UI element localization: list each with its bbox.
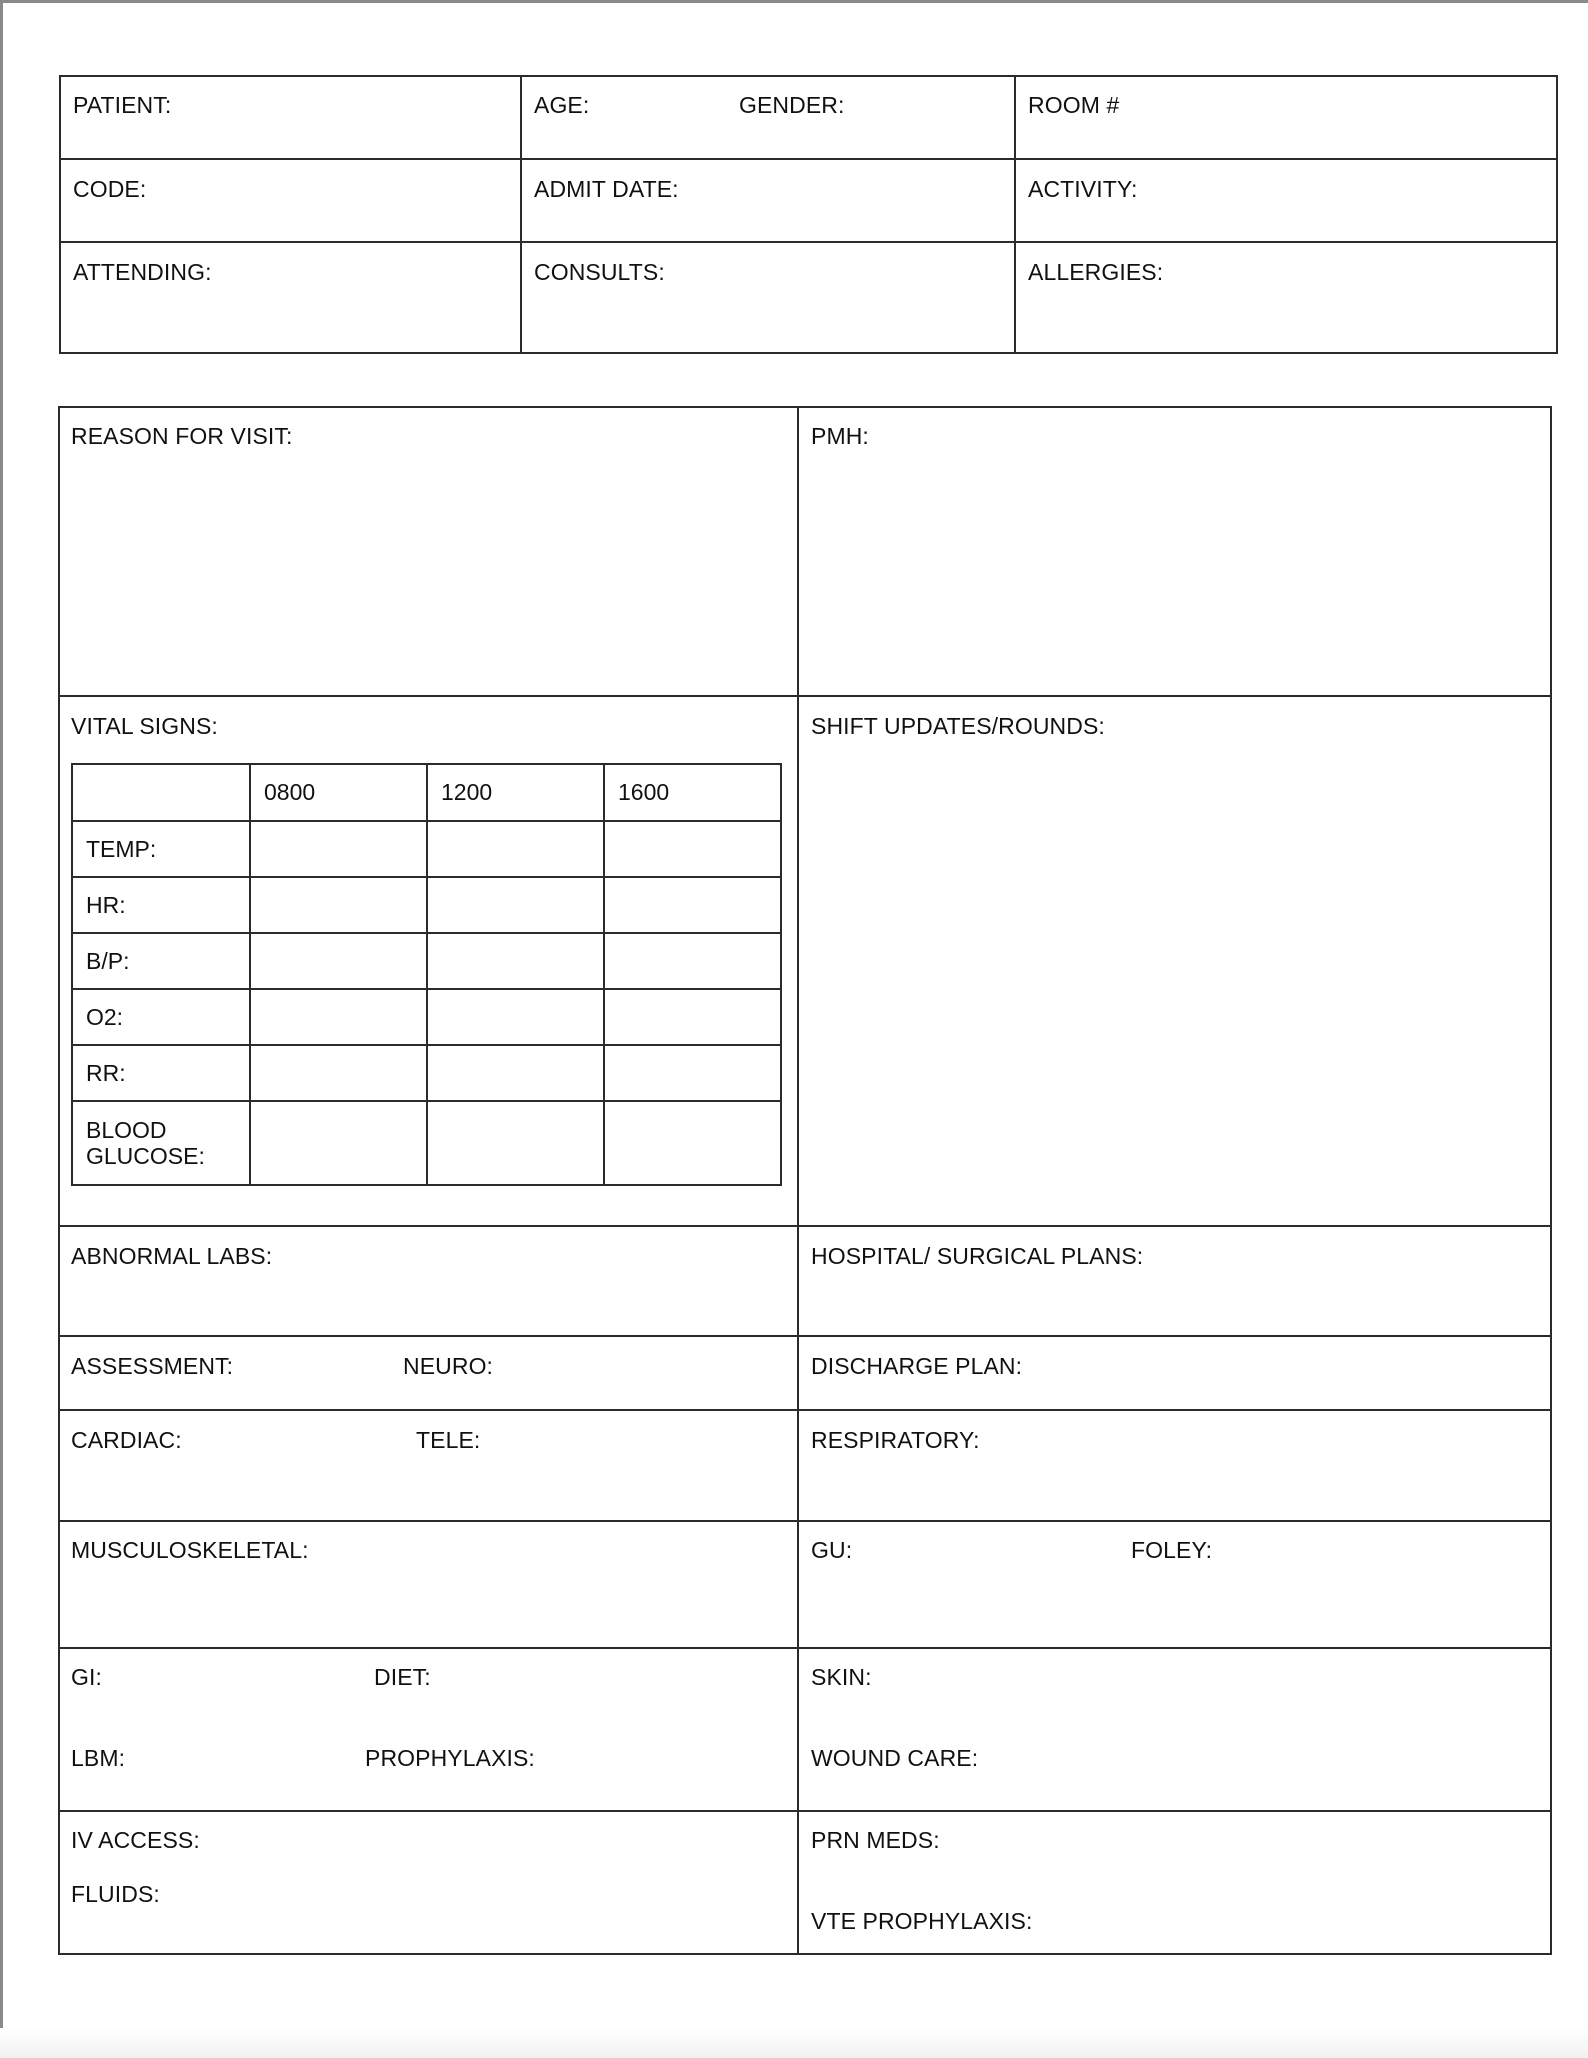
cardiac-label[interactable]: CARDIAC: xyxy=(71,1427,182,1453)
neuro-label[interactable]: NEURO: xyxy=(403,1353,494,1379)
assessment-label[interactable]: ASSESSMENT: xyxy=(71,1353,234,1379)
header-col-divider-2 xyxy=(1014,75,1016,354)
fluids-label[interactable]: FLUIDS: xyxy=(71,1881,160,1907)
lbm-label[interactable]: LBM: xyxy=(71,1745,126,1771)
vitals-cell[interactable] xyxy=(427,1101,604,1185)
vitals-cell[interactable] xyxy=(604,1101,781,1185)
age-label[interactable]: AGE: xyxy=(534,92,590,118)
vitals-cell[interactable] xyxy=(250,1101,427,1185)
prn-meds-label[interactable]: PRN MEDS: xyxy=(811,1827,940,1853)
vitals-label-glucose: GLUCOSE: xyxy=(86,1143,205,1169)
vitals-cell[interactable] xyxy=(250,821,427,877)
shift-updates-label[interactable]: SHIFT UPDATES/ROUNDS: xyxy=(811,713,1105,739)
respiratory-label[interactable]: RESPIRATORY: xyxy=(811,1427,980,1453)
row-divider-cardiac xyxy=(58,1409,1552,1411)
vitals-header-row xyxy=(72,764,781,821)
vitals-cell[interactable] xyxy=(250,933,427,989)
row-divider-vitals xyxy=(58,695,1552,697)
prophylaxis-label[interactable]: PROPHYLAXIS: xyxy=(365,1745,535,1771)
vitals-corner-cell xyxy=(72,764,250,821)
vitals-row-temp xyxy=(72,821,781,877)
vitals-row-rr xyxy=(72,1045,781,1101)
tele-label[interactable]: TELE: xyxy=(416,1427,481,1453)
vitals-time-1200: 1200 xyxy=(427,764,604,821)
wound-care-label[interactable]: WOUND CARE: xyxy=(811,1745,979,1771)
vitals-time-1600: 1600 xyxy=(604,764,781,821)
foley-label[interactable]: FOLEY: xyxy=(1131,1537,1213,1563)
vitals-row-label: TEMP: xyxy=(72,821,250,877)
pmh-label[interactable]: PMH: xyxy=(811,423,869,449)
musculoskeletal-label[interactable]: MUSCULOSKELETAL: xyxy=(71,1537,309,1563)
row-divider-labs xyxy=(58,1225,1552,1227)
discharge-plan-label[interactable]: DISCHARGE PLAN: xyxy=(811,1353,1023,1379)
vitals-cell[interactable] xyxy=(604,821,781,877)
vitals-cell[interactable] xyxy=(427,877,604,933)
vitals-cell[interactable] xyxy=(250,989,427,1045)
vitals-row-blood-glucose xyxy=(72,1101,781,1185)
row-divider-musculoskeletal xyxy=(58,1520,1552,1522)
vitals-row-hr xyxy=(72,877,781,933)
vitals-cell[interactable] xyxy=(427,1045,604,1101)
consults-label[interactable]: CONSULTS: xyxy=(534,259,665,285)
hospital-surgical-plans-label[interactable]: HOSPITAL/ SURGICAL PLANS: xyxy=(811,1243,1144,1269)
vitals-row-o2 xyxy=(72,989,781,1045)
reason-for-visit-label[interactable]: REASON FOR VISIT: xyxy=(71,423,293,449)
iv-access-label[interactable]: IV ACCESS: xyxy=(71,1827,200,1853)
vitals-row-label: RR: xyxy=(72,1045,250,1101)
vitals-row-label: HR: xyxy=(72,877,250,933)
gender-label[interactable]: GENDER: xyxy=(739,92,845,118)
vitals-row-bp xyxy=(72,933,781,989)
vitals-cell[interactable] xyxy=(604,1045,781,1101)
room-label[interactable]: ROOM # xyxy=(1028,92,1120,118)
vitals-cell[interactable] xyxy=(427,989,604,1045)
allergies-label[interactable]: ALLERGIES: xyxy=(1028,259,1164,285)
vitals-cell[interactable] xyxy=(604,877,781,933)
code-label[interactable]: CODE: xyxy=(73,176,147,202)
attending-label[interactable]: ATTENDING: xyxy=(73,259,212,285)
vitals-cell[interactable] xyxy=(604,933,781,989)
page-bottom-shade xyxy=(0,2028,1588,2058)
vitals-cell[interactable] xyxy=(427,821,604,877)
vitals-row-label: B/P: xyxy=(72,933,250,989)
row-divider-iv xyxy=(58,1810,1552,1812)
row-divider-gi xyxy=(58,1647,1552,1649)
vitals-row-label: O2: xyxy=(72,989,250,1045)
main-col-divider xyxy=(797,406,799,1955)
vitals-time-0800: 0800 xyxy=(250,764,427,821)
header-row-divider-2 xyxy=(59,241,1558,243)
vitals-label-blood: BLOOD xyxy=(86,1117,167,1143)
vital-signs-label: VITAL SIGNS: xyxy=(71,713,218,739)
vitals-cell[interactable] xyxy=(250,1045,427,1101)
activity-label[interactable]: ACTIVITY: xyxy=(1028,176,1138,202)
patient-label[interactable]: PATIENT: xyxy=(73,92,172,118)
gi-label[interactable]: GI: xyxy=(71,1664,102,1690)
skin-label[interactable]: SKIN: xyxy=(811,1664,872,1690)
admit-date-label[interactable]: ADMIT DATE: xyxy=(534,176,679,202)
vital-signs-table xyxy=(71,763,782,1186)
header-col-divider-1 xyxy=(520,75,522,354)
gu-label[interactable]: GU: xyxy=(811,1537,853,1563)
vitals-row-label xyxy=(72,1101,250,1185)
vte-prophylaxis-label[interactable]: VTE PROPHYLAXIS: xyxy=(811,1908,1033,1934)
abnormal-labs-label[interactable]: ABNORMAL LABS: xyxy=(71,1243,273,1269)
vitals-cell[interactable] xyxy=(250,877,427,933)
vitals-cell[interactable] xyxy=(427,933,604,989)
diet-label[interactable]: DIET: xyxy=(374,1664,431,1690)
row-divider-assessment xyxy=(58,1335,1552,1337)
header-row-divider-1 xyxy=(59,158,1558,160)
vitals-cell[interactable] xyxy=(604,989,781,1045)
